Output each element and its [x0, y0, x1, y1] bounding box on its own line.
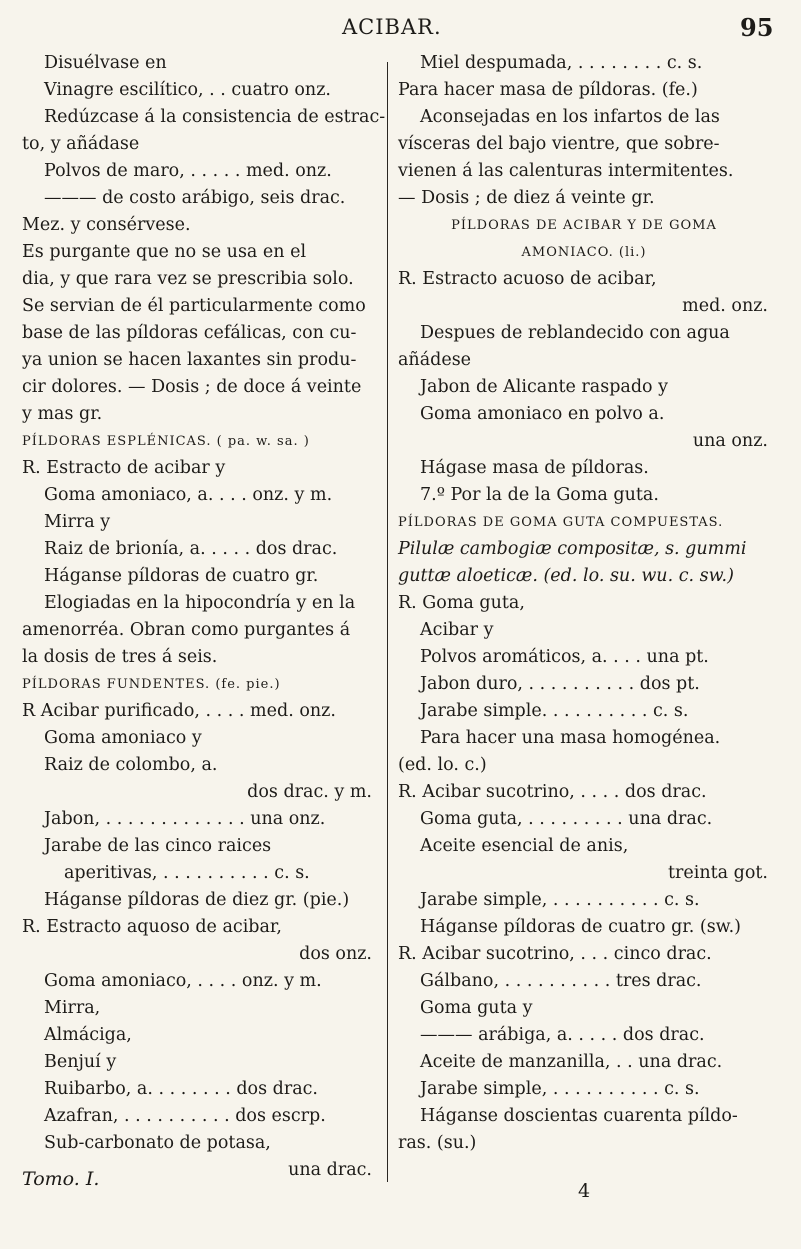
text-line: 7.º Por la de la Goma guta. [420, 485, 659, 505]
text-line: R. Acibar sucotrino, . . . . dos drac. [398, 782, 707, 802]
text-line: Goma amoniaco y [44, 728, 202, 748]
text-line: Para hacer una masa homogénea. [420, 728, 721, 748]
text-line: Háganse doscientas cuarenta píldo- [420, 1106, 738, 1126]
text-line: R. Estracto de acibar y [22, 458, 226, 478]
text-line: Almáciga, [44, 1025, 132, 1045]
text-line: Háganse píldoras de cuatro gr. (sw.) [420, 917, 741, 937]
text-line: Goma guta, . . . . . . . . . una drac. [420, 809, 713, 829]
text-line: Aconsejadas en los infartos de las [420, 107, 720, 127]
text-line: Se servian de él particularmente como [22, 296, 366, 316]
text-line: ya union se hacen laxantes sin produ- [22, 350, 357, 370]
text-line: una drac. [288, 1160, 372, 1180]
text-line: Raiz de colombo, a. [44, 755, 218, 775]
text-line: Elogiadas en la hipocondría y en la [44, 593, 356, 613]
text-line: R. Estracto aquoso de acibar, [22, 917, 282, 937]
text-line: Goma amoniaco en polvo a. [420, 404, 665, 424]
text-line: Mirra y [44, 512, 111, 532]
text-line: dia, y que rara vez se prescribia solo. [22, 269, 354, 289]
text-line: R. Acibar sucotrino, . . . cinco drac. [398, 944, 712, 964]
text-line: (ed. lo. c.) [398, 755, 487, 775]
text-line: Jabon de Alicante raspado y [420, 377, 669, 397]
text-line: Aceite de manzanilla, . . una drac. [420, 1052, 723, 1072]
text-line: Sub-carbonato de potasa, [44, 1133, 271, 1153]
text-line: Miel despumada, . . . . . . . . c. s. [420, 53, 703, 73]
text-line: dos drac. y m. [247, 782, 372, 802]
text-line: ras. (su.) [398, 1133, 477, 1153]
text-line: Háganse píldoras de diez gr. (pie.) [44, 890, 350, 910]
text-line: PÍLDORAS DE GOMA GUTA COMPUESTAS. [398, 515, 724, 530]
text-line: Para hacer masa de píldoras. (fe.) [398, 80, 698, 100]
text-line: Mez. y consérvese. [22, 215, 191, 235]
text-line: Es purgante que no se usa en el [22, 242, 307, 262]
text-line: AMONIACO. (li.) [521, 245, 647, 260]
text-line: añádese [398, 350, 472, 370]
text-line: cir dolores. — Dosis ; de doce á veinte [22, 377, 362, 397]
signature-mark: 4 [578, 1180, 591, 1202]
text-line: ——— de costo arábigo, seis drac. [44, 188, 346, 208]
text-line: PÍLDORAS ESPLÉNICAS. ( pa. w. sa. ) [22, 434, 310, 449]
text-line: Ruibarbo, a. . . . . . . . dos drac. [44, 1079, 318, 1099]
text-line: — Dosis ; de diez á veinte gr. [398, 188, 655, 208]
text-line: Raiz de brionía, a. . . . . dos drac. [44, 539, 338, 559]
text-line: guttæ aloeticæ. (ed. lo. su. wu. c. sw.) [398, 566, 734, 586]
text-line: Pilulæ cambogiæ compositæ, s. gummi [398, 539, 747, 559]
right-column [398, 50, 770, 1157]
text-line: Benjuí y [44, 1052, 117, 1072]
volume-label: Tomo. I. [22, 1168, 100, 1190]
text-line: amenorréa. Obran como purgantes á [22, 620, 351, 640]
text-line: aperitivas, . . . . . . . . . . c. s. [64, 863, 310, 883]
text-line: Jarabe de las cinco raices [44, 836, 272, 856]
text-line: R. Goma guta, [398, 593, 525, 613]
text-line: Jarabe simple. . . . . . . . . . c. s. [420, 701, 689, 721]
text-line: Redúzcase á la consistencia de estrac- [44, 107, 386, 127]
text-line: vienen á las calenturas intermitentes. [398, 161, 734, 181]
text-line: Despues de reblandecido con agua [420, 323, 730, 343]
text-line: Azafran, . . . . . . . . . . dos escrp. [44, 1106, 326, 1126]
text-line: Vinagre escilítico, . . cuatro onz. [44, 80, 331, 100]
text-line: Jarabe simple, . . . . . . . . . . c. s. [420, 890, 700, 910]
text-line: base de las píldoras cefálicas, con cu- [22, 323, 357, 343]
text-line: Jabon, . . . . . . . . . . . . . una onz. [44, 809, 326, 829]
column-divider [387, 62, 388, 1182]
text-line: Polvos de maro, . . . . . med. onz. [44, 161, 332, 181]
text-line: PÍLDORAS FUNDENTES. (fe. pie.) [22, 677, 281, 692]
text-line: Hágase masa de píldoras. [420, 458, 649, 478]
running-head: ACIBAR. [342, 15, 442, 39]
text-line: Mirra, [44, 998, 101, 1018]
text-line: med. onz. [682, 296, 768, 316]
text-line: treinta got. [668, 863, 768, 883]
text-line: Háganse píldoras de cuatro gr. [44, 566, 319, 586]
text-line: Gálbano, . . . . . . . . . . tres drac. [420, 971, 702, 991]
left-column [22, 50, 386, 1184]
page-number: 95 [740, 13, 774, 42]
text-line: Goma amoniaco, . . . . onz. y m. [44, 971, 322, 991]
text-line: R. Estracto acuoso de acibar, [398, 269, 657, 289]
text-line: y mas gr. [22, 404, 103, 424]
text-line: Goma guta y [420, 998, 533, 1018]
text-line: vísceras del bajo vientre, que sobre- [398, 134, 720, 154]
text-line: una onz. [692, 431, 768, 451]
text-line: PÍLDORAS DE ACIBAR Y DE GOMA [451, 218, 717, 233]
text-line: Acibar y [420, 620, 494, 640]
text-line: ——— arábiga, a. . . . . dos drac. [420, 1025, 705, 1045]
text-line: to, y añádase [22, 134, 140, 154]
text-line: R Acibar purificado, . . . . med. onz. [22, 701, 336, 721]
text-line: dos onz. [299, 944, 372, 964]
text-line: Jarabe simple, . . . . . . . . . . c. s. [420, 1079, 700, 1099]
text-line: Goma amoniaco, a. . . . onz. y m. [44, 485, 333, 505]
text-line: Aceite esencial de anis, [420, 836, 629, 856]
text-line: Disuélvase en [44, 53, 167, 73]
text-line: Polvos aromáticos, a. . . . una pt. [420, 647, 709, 667]
text-line: la dosis de tres á seis. [22, 647, 218, 667]
text-line: Jabon duro, . . . . . . . . . . dos pt. [420, 674, 700, 694]
